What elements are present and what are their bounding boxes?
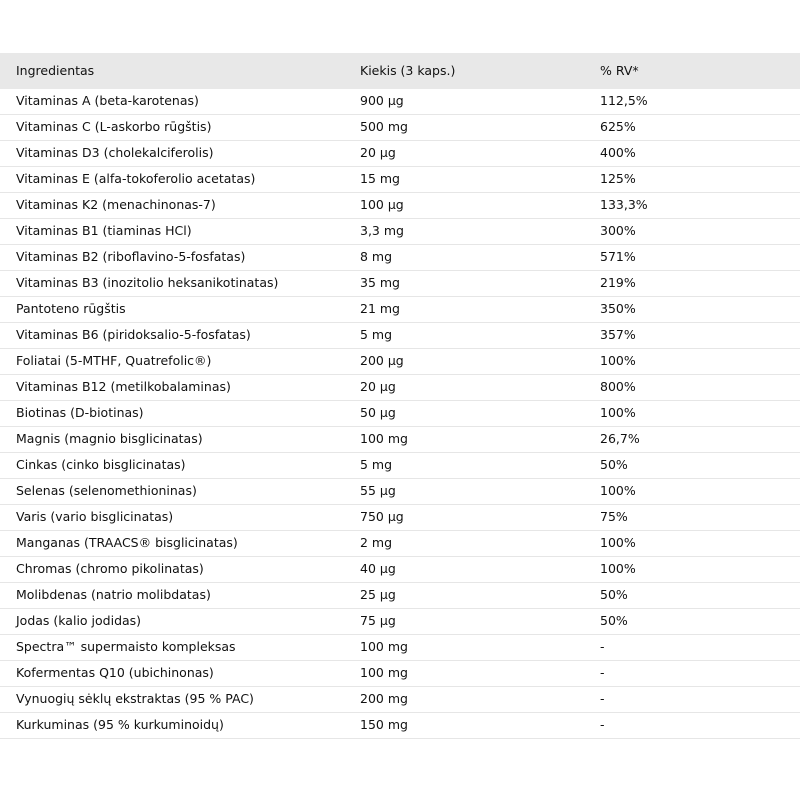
ingredient-cell: Cinkas (cinko bisglicinatas) xyxy=(16,457,186,473)
table-row xyxy=(0,609,800,635)
amount-cell: 200 µg xyxy=(360,353,404,369)
ingredients-table xyxy=(0,53,800,739)
rv-cell: 300% xyxy=(600,223,636,239)
ingredient-cell: Spectra™ supermaisto kompleksas xyxy=(16,639,236,655)
table-row xyxy=(0,167,800,193)
rv-cell: 350% xyxy=(600,301,636,317)
amount-cell: 5 mg xyxy=(360,327,393,343)
rv-cell: - xyxy=(600,717,605,733)
rv-cell: 100% xyxy=(600,561,636,577)
table-row xyxy=(0,401,800,427)
rv-cell: 112,5% xyxy=(600,93,648,109)
amount-cell: 5 mg xyxy=(360,457,393,473)
amount-cell: 40 µg xyxy=(360,561,396,577)
table-row xyxy=(0,635,800,661)
ingredient-cell: Pantoteno rūgštis xyxy=(16,301,126,317)
rv-cell: - xyxy=(600,691,605,707)
ingredient-cell: Vitaminas B2 (riboflavino-5-fosfatas) xyxy=(16,249,246,265)
amount-cell: 2 mg xyxy=(360,535,393,551)
table-row xyxy=(0,557,800,583)
table-row xyxy=(0,193,800,219)
rv-cell: 571% xyxy=(600,249,636,265)
table-row xyxy=(0,89,800,115)
ingredient-cell: Vitaminas A (beta-karotenas) xyxy=(16,93,199,109)
ingredient-cell: Vitaminas B3 (inozitolio heksanikotinatas) xyxy=(16,275,279,291)
header-ingredient: Ingredientas xyxy=(16,62,95,78)
table-row xyxy=(0,349,800,375)
rv-cell: 50% xyxy=(600,613,628,629)
ingredient-cell: Kurkuminas (95 % kurkuminoidų) xyxy=(16,717,224,733)
ingredient-cell: Biotinas (D-biotinas) xyxy=(16,405,144,421)
ingredient-cell: Vitaminas E (alfa-tokoferolio acetatas) xyxy=(16,171,256,187)
ingredient-cell: Manganas (TRAACS® bisglicinatas) xyxy=(16,535,238,551)
table-row xyxy=(0,115,800,141)
amount-cell: 200 mg xyxy=(360,691,408,707)
rv-cell: 800% xyxy=(600,379,636,395)
table-row xyxy=(0,583,800,609)
amount-cell: 100 mg xyxy=(360,665,408,681)
amount-cell: 50 µg xyxy=(360,405,396,421)
rv-cell: 50% xyxy=(600,587,628,603)
amount-cell: 100 mg xyxy=(360,431,408,447)
table-row xyxy=(0,245,800,271)
rv-cell: 100% xyxy=(600,535,636,551)
rv-cell: 357% xyxy=(600,327,636,343)
rv-cell: 50% xyxy=(600,457,628,473)
ingredient-cell: Magnis (magnio bisglicinatas) xyxy=(16,431,203,447)
ingredient-cell: Vynuogių sėklų ekstraktas (95 % PAC) xyxy=(16,691,254,707)
ingredient-cell: Vitaminas D3 (cholekalciferolis) xyxy=(16,145,214,161)
rv-cell: 219% xyxy=(600,275,636,291)
rv-cell: 26,7% xyxy=(600,431,640,447)
table-row xyxy=(0,219,800,245)
table-row xyxy=(0,271,800,297)
amount-cell: 3,3 mg xyxy=(360,223,404,239)
ingredient-cell: Varis (vario bisglicinatas) xyxy=(16,509,174,525)
ingredient-cell: Foliatai (5-MTHF, Quatrefolic®) xyxy=(16,353,212,369)
amount-cell: 500 mg xyxy=(360,119,408,135)
table-row xyxy=(0,479,800,505)
table-row xyxy=(0,297,800,323)
table-row xyxy=(0,427,800,453)
table-row xyxy=(0,323,800,349)
ingredient-cell: Vitaminas C (L-askorbo rūgštis) xyxy=(16,119,212,135)
amount-cell: 750 µg xyxy=(360,509,404,525)
table-row xyxy=(0,713,800,739)
ingredient-cell: Vitaminas B12 (metilkobalaminas) xyxy=(16,379,231,395)
rv-cell: 125% xyxy=(600,171,636,187)
amount-cell: 900 µg xyxy=(360,93,404,109)
table-row xyxy=(0,375,800,401)
table-row xyxy=(0,453,800,479)
rv-cell: 100% xyxy=(600,483,636,499)
ingredient-cell: Jodas (kalio jodidas) xyxy=(16,613,142,629)
table-row xyxy=(0,531,800,557)
amount-cell: 15 mg xyxy=(360,171,400,187)
table-row xyxy=(0,661,800,687)
amount-cell: 75 µg xyxy=(360,613,396,629)
amount-cell: 100 µg xyxy=(360,197,404,213)
ingredient-cell: Vitaminas B1 (tiaminas HCl) xyxy=(16,223,192,239)
rv-cell: 400% xyxy=(600,145,636,161)
amount-cell: 35 mg xyxy=(360,275,400,291)
table-body xyxy=(0,89,800,739)
ingredient-cell: Molibdenas (natrio molibdatas) xyxy=(16,587,211,603)
amount-cell: 25 µg xyxy=(360,587,396,603)
rv-cell: 100% xyxy=(600,353,636,369)
table-header xyxy=(0,53,800,89)
ingredient-cell: Vitaminas K2 (menachinonas-7) xyxy=(16,197,216,213)
header-amount: Kiekis (3 kaps.) xyxy=(360,62,456,78)
amount-cell: 20 µg xyxy=(360,145,396,161)
ingredient-cell: Kofermentas Q10 (ubichinonas) xyxy=(16,665,214,681)
rv-cell: 75% xyxy=(600,509,628,525)
rv-cell: 133,3% xyxy=(600,197,648,213)
rv-cell: 100% xyxy=(600,405,636,421)
amount-cell: 150 mg xyxy=(360,717,408,733)
ingredient-cell: Chromas (chromo pikolinatas) xyxy=(16,561,204,577)
rv-cell: 625% xyxy=(600,119,636,135)
amount-cell: 55 µg xyxy=(360,483,396,499)
amount-cell: 100 mg xyxy=(360,639,408,655)
table-row xyxy=(0,505,800,531)
rv-cell: - xyxy=(600,639,605,655)
rv-cell: - xyxy=(600,665,605,681)
amount-cell: 21 mg xyxy=(360,301,400,317)
table-row xyxy=(0,687,800,713)
header-rv: % RV* xyxy=(600,62,639,78)
amount-cell: 20 µg xyxy=(360,379,396,395)
ingredient-cell: Vitaminas B6 (piridoksalio-5-fosfatas) xyxy=(16,327,251,343)
amount-cell: 8 mg xyxy=(360,249,393,265)
table-row xyxy=(0,141,800,167)
ingredient-cell: Selenas (selenomethioninas) xyxy=(16,483,197,499)
